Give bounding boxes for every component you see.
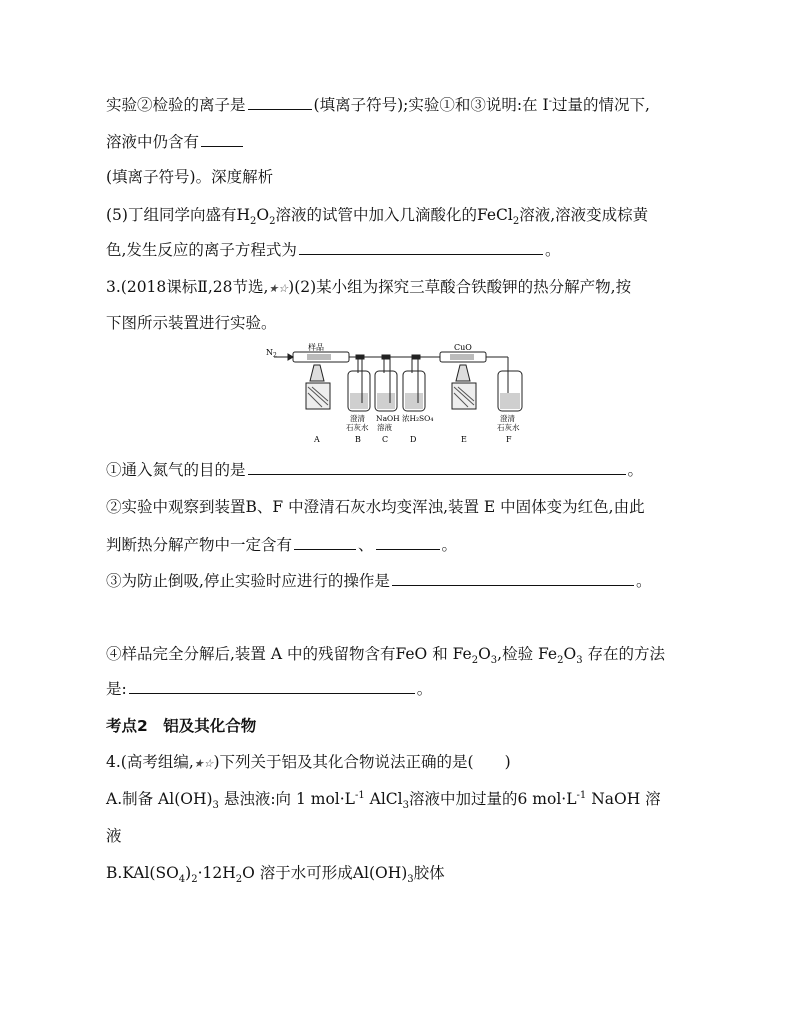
text: )(2)某小组为探究三草酸合铁酸钾的热分解产物,按 <box>288 278 632 296</box>
b-label: 石灰水 <box>346 423 369 432</box>
text: 液 <box>106 827 122 845</box>
q3-sub-2-line-2 <box>106 534 457 556</box>
text: 。 <box>441 536 458 554</box>
text: (填离子符号);实验①和③说明:在 I <box>313 96 549 114</box>
text: NaOH 溶 <box>586 790 661 808</box>
text: 4.(高考组编, <box>106 753 194 771</box>
text: 判断热分解产物中一定含有 <box>106 536 293 554</box>
subscript: 4 <box>178 874 186 886</box>
answer-blank[interactable] <box>392 570 634 586</box>
text: 考点2 铝及其化合物 <box>106 717 257 735</box>
text: 溶液中加过量的6 mol·L <box>409 790 577 808</box>
text: 色,发生反应的离子方程式为 <box>106 241 297 259</box>
text: 溶液的试管中加入几滴酸化的FeCl <box>275 206 513 224</box>
text: 下图所示装置进行实验。 <box>106 314 277 332</box>
text: ·12H <box>197 864 236 882</box>
b-label: 澄清 <box>350 414 365 423</box>
answer-blank[interactable] <box>201 131 243 147</box>
letter-d: D <box>410 435 417 444</box>
text: 存在的方法 <box>582 645 666 663</box>
text: 溶液,溶液变成棕黄 <box>519 206 649 224</box>
subscript: 2 <box>471 655 479 667</box>
sample-label: 样品 <box>308 343 324 352</box>
q2-line-1 <box>106 94 650 116</box>
answer-blank[interactable] <box>299 239 543 255</box>
q4-line-1 <box>106 751 511 775</box>
text: ) <box>185 864 192 882</box>
subscript: 3 <box>212 800 219 812</box>
answer-blank[interactable] <box>248 94 312 110</box>
text: O <box>563 645 577 663</box>
text: B.KAl(SO <box>106 864 179 882</box>
text: 过量的情况下, <box>552 96 650 114</box>
text: O 溶于水可形成Al(OH) <box>242 864 408 882</box>
superscript: -1 <box>576 789 587 801</box>
letter-a: A <box>314 435 320 444</box>
q4-option-b <box>106 862 445 884</box>
subscript: 3 <box>490 655 498 667</box>
q3-sub-1 <box>106 459 643 481</box>
q4-option-a-line-2 <box>106 825 122 847</box>
text: 溶液中仍含有 <box>106 133 200 151</box>
section-heading <box>106 715 256 737</box>
letter-e: E <box>461 435 467 444</box>
c-label: 溶液 <box>377 423 392 432</box>
text: ,检验 Fe <box>497 645 558 663</box>
text: 胶体 <box>413 864 445 882</box>
text: 。 <box>635 572 652 590</box>
q2-line-4 <box>106 204 648 226</box>
text: (5)丁组同学向盛有H <box>106 206 250 224</box>
text: 。 <box>416 680 433 698</box>
q2-line-2 <box>106 131 245 153</box>
c-label: NaOH <box>376 414 400 423</box>
text: 悬浊液:向 1 mol·L <box>218 790 355 808</box>
subscript: 2 <box>512 216 520 228</box>
d-label: 浓H₂SO₄ <box>402 414 434 423</box>
text: ④样品完全分解后,装置 A 中的残留物含有FeO 和 Fe <box>106 645 472 663</box>
text: 实验②检验的离子是 <box>106 96 246 114</box>
answer-blank[interactable] <box>294 534 356 550</box>
text: 3.(2018课标Ⅱ,28节选, <box>106 278 269 296</box>
q3-line-2 <box>106 312 277 334</box>
cuo-label: CuO <box>454 343 472 352</box>
text: 是: <box>106 680 127 698</box>
q3-sub-4-line-1 <box>106 643 665 665</box>
text: 。 <box>627 461 644 479</box>
difficulty-star-icon: ★☆ <box>193 757 214 770</box>
f-label: 澄清 <box>500 414 515 423</box>
subscript: 3 <box>402 800 410 812</box>
subscript: 3 <box>576 655 583 667</box>
q4-option-a-line-1 <box>106 788 661 810</box>
text: A.制备 Al(OH) <box>106 790 213 808</box>
n2-label: $N_2$ <box>266 348 277 359</box>
q2-line-3 <box>106 166 273 188</box>
difficulty-star-icon: ★☆ <box>268 282 289 295</box>
text: O <box>478 645 491 663</box>
text: ①通入氮气的目的是 <box>106 461 246 479</box>
q3-sub-2-line-1 <box>106 496 645 518</box>
superscript: - <box>548 95 552 107</box>
answer-blank[interactable] <box>376 534 440 550</box>
superscript: -1 <box>354 789 365 801</box>
answer-blank[interactable] <box>129 678 415 694</box>
letter-c: C <box>382 435 389 444</box>
text: ③为防止倒吸,停止实验时应进行的操作是 <box>106 572 390 590</box>
text: 。 <box>544 241 561 259</box>
letter-f: F <box>506 435 512 444</box>
subscript: 2 <box>557 655 564 667</box>
text: O <box>256 206 270 224</box>
subscript: 2 <box>235 874 243 886</box>
text: ②实验中观察到装置B、F 中澄清石灰水均变浑浊,装置 E 中固体变为红色,由此 <box>106 498 645 516</box>
text: AlCl <box>364 790 403 808</box>
subscript: 3 <box>407 874 414 886</box>
f-label: 石灰水 <box>497 423 520 432</box>
subscript: 2 <box>269 216 276 228</box>
q2-line-5 <box>106 239 560 261</box>
text: (填离子符号)。深度解析 <box>106 168 274 186</box>
letter-b: B <box>355 435 361 444</box>
subscript: 2 <box>249 216 257 228</box>
q3-sub-4-line-2 <box>106 678 432 700</box>
text: )下列关于铝及其化合物说法正确的是( ) <box>213 753 511 771</box>
apparatus-figure <box>262 343 538 447</box>
subscript: 2 <box>191 874 198 886</box>
text: 、 <box>358 536 374 554</box>
answer-blank[interactable] <box>248 459 626 475</box>
q3-line-1 <box>106 276 631 300</box>
q3-sub-3 <box>106 570 651 592</box>
